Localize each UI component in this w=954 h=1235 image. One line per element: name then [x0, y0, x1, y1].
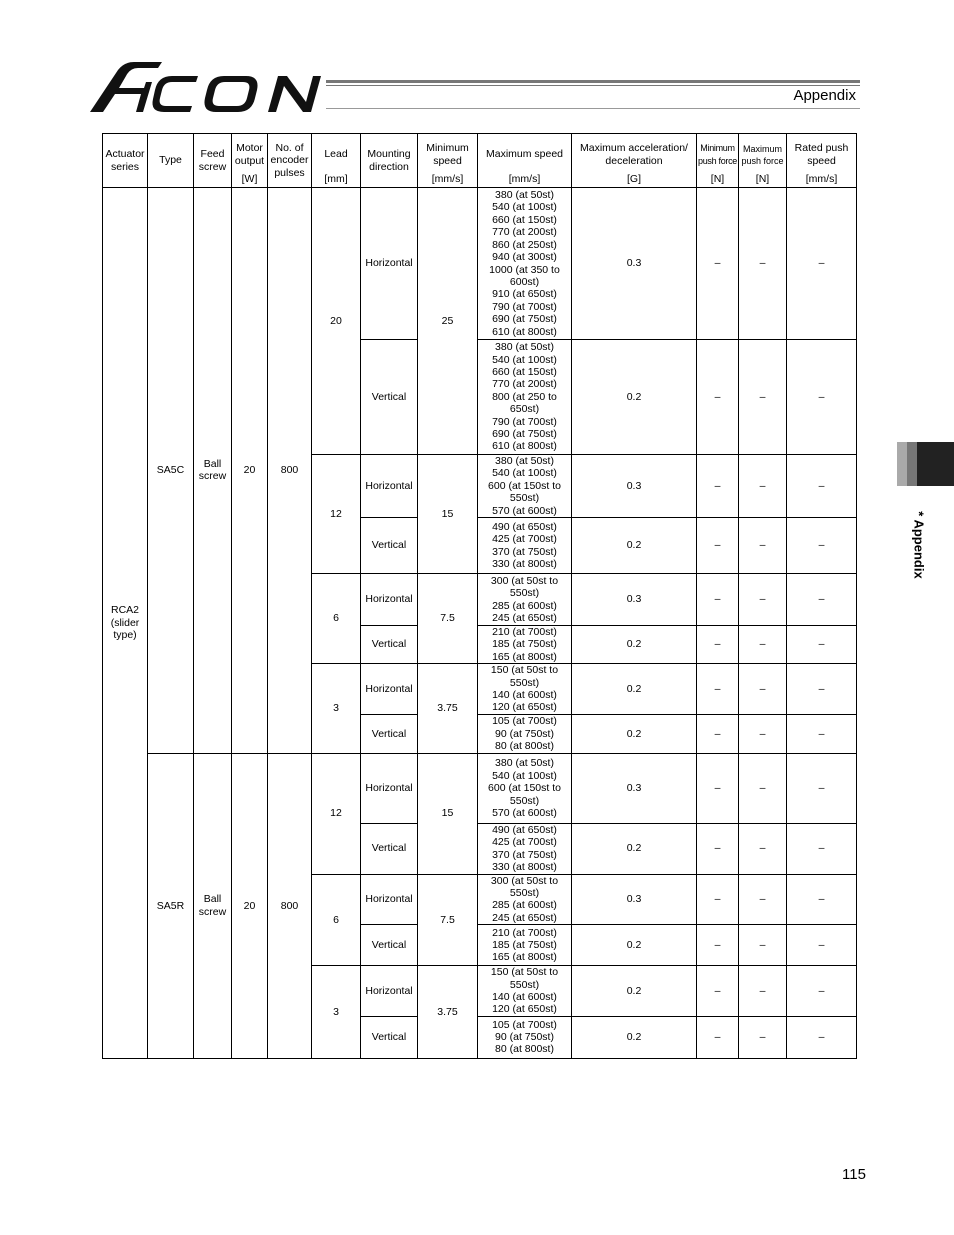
cell-min-push-force: – [697, 518, 739, 574]
cell-maximum-speed [478, 874, 572, 925]
cell-mounting-direction: Vertical [361, 823, 418, 874]
cell-max-acceleration: 0.3 [572, 753, 697, 823]
speed-line: 380 (at 50st) [495, 455, 554, 467]
cell-maximum-speed [478, 340, 572, 455]
cell-maximum-speed [478, 714, 572, 753]
cell-rated-push-speed: – [787, 626, 857, 664]
cell-min-push-force: – [697, 455, 739, 518]
side-tab-label: * Appendix [911, 511, 927, 579]
speed-line: 90 (at 750st) [495, 727, 554, 740]
speed-line: 370 (at 750st) [492, 848, 557, 861]
cell-min-push-force: – [697, 966, 739, 1017]
speed-line: 540 (at 100st) [492, 769, 557, 782]
cell-rated-push-speed: – [787, 874, 857, 925]
speed-line: 210 (at 700st) [492, 626, 557, 639]
cell-max-push-force: – [739, 714, 787, 753]
speed-line: 800 (at 250 to [492, 390, 557, 403]
cell-maximum-speed [478, 518, 572, 574]
header-rule [326, 85, 860, 86]
cell-max-push-force: – [739, 1016, 787, 1058]
speed-line: 490 (at 650st) [492, 823, 557, 836]
speed-line: 380 (at 50st) [495, 189, 554, 202]
cell-rated-push-speed: – [787, 823, 857, 874]
cell-max-acceleration: 0.2 [572, 664, 697, 715]
cell-min-push-force: – [697, 925, 739, 966]
speed-line: 770 (at 200st) [492, 378, 557, 391]
cell-mounting-direction: Horizontal [361, 574, 418, 626]
speed-line: 770 (at 200st) [492, 226, 557, 239]
cell-max-acceleration: 0.2 [572, 823, 697, 874]
header-motor-output: Motor output [W] [232, 134, 268, 188]
cell-max-acceleration: 0.3 [572, 188, 697, 340]
speed-line: 550st) [509, 676, 540, 689]
cell-max-acceleration: 0.2 [572, 340, 697, 455]
speed-line: 570 (at 600st) [492, 806, 557, 819]
cell-mounting-direction: Horizontal [361, 664, 418, 715]
cell-max-push-force: – [739, 455, 787, 518]
cell-maximum-speed [478, 1016, 572, 1058]
cell-rated-push-speed: – [787, 1016, 857, 1058]
speed-line: 90 (at 750st) [495, 1031, 554, 1044]
cell-actuator-series: RCA2 (slider type) [103, 188, 148, 1059]
speed-line: 330 (at 800st) [492, 861, 557, 874]
cell-max-push-force: – [739, 664, 787, 715]
cell-lead: 12 [312, 753, 361, 874]
speed-line: 550st) [509, 886, 540, 899]
cell-mounting-direction: Horizontal [361, 455, 418, 518]
cell-min-push-force: – [697, 1016, 739, 1058]
cell-mounting-direction: Vertical [361, 714, 418, 753]
cell-minimum-speed: 3.75 [418, 966, 478, 1059]
cell-minimum-speed: 3.75 [418, 664, 478, 754]
cell-max-acceleration: 0.2 [572, 714, 697, 753]
speed-line: 285 (at 600st) [492, 599, 557, 612]
cell-lead: 6 [312, 574, 361, 664]
cell-mounting-direction: Horizontal [361, 966, 418, 1017]
header-rule [326, 80, 860, 83]
table-header-row [103, 134, 857, 188]
cell-minimum-speed: 25 [418, 188, 478, 455]
speed-line: 80 (at 800st) [495, 1043, 554, 1056]
header-rated-push-speed: Rated push speed [mm/s] [787, 134, 857, 188]
speed-line: 210 (at 700st) [492, 926, 557, 939]
header-rule [326, 108, 860, 109]
cell-lead: 20 [312, 188, 361, 455]
speed-line: 105 (at 700st) [492, 1018, 557, 1031]
cell-mounting-direction: Horizontal [361, 188, 418, 340]
speed-line: 940 (at 300st) [492, 251, 557, 264]
cell-maximum-speed [478, 626, 572, 664]
cell-max-push-force: – [739, 874, 787, 925]
speed-line: 540 (at 100st) [492, 467, 557, 480]
speed-line: 650st) [509, 403, 540, 416]
cell-max-push-force: – [739, 518, 787, 574]
speed-line: 140 (at 600st) [492, 689, 557, 702]
table-row [103, 753, 857, 823]
cell-min-push-force: – [697, 823, 739, 874]
speed-line: 1000 (at 350 to [489, 263, 560, 276]
speed-line: 610 (at 800st) [492, 440, 557, 453]
cell-feed-screw: Ball screw [194, 188, 232, 754]
speed-line: 150 (at 50st to [490, 664, 559, 677]
cell-rated-push-speed: – [787, 925, 857, 966]
speed-line: 540 (at 100st) [492, 201, 557, 214]
speed-line: 610 (at 800st) [492, 325, 557, 338]
header-max-acceleration: Maximum acceleration/ deceleration [G] [572, 134, 697, 188]
cell-type: SA5C [148, 188, 194, 754]
speed-line: 185 (at 750st) [492, 638, 557, 651]
speed-line: 600 (at 150st to [488, 479, 561, 492]
speed-line: 245 (at 650st) [492, 911, 557, 924]
cell-mounting-direction: Vertical [361, 340, 418, 455]
cell-min-push-force: – [697, 574, 739, 626]
speed-line: 425 (at 700st) [492, 836, 557, 849]
cell-mounting-direction: Vertical [361, 925, 418, 966]
speed-line: 245 (at 650st) [492, 611, 557, 624]
header-actuator-series: Actuator series [103, 134, 148, 188]
header-max-push-force: Maximum push force [N] [739, 134, 787, 188]
cell-maximum-speed [478, 753, 572, 823]
speed-line: 380 (at 50st) [495, 757, 554, 770]
cell-maximum-speed [478, 188, 572, 340]
cell-rated-push-speed: – [787, 188, 857, 340]
cell-maximum-speed [478, 925, 572, 966]
cell-max-acceleration: 0.2 [572, 1016, 697, 1058]
speed-line: 910 (at 650st) [492, 288, 557, 301]
header-maximum-speed: Maximum speed [mm/s] [478, 134, 572, 188]
cell-minimum-speed: 7.5 [418, 874, 478, 966]
speed-line: 150 (at 50st to [490, 966, 559, 979]
acon-logo [88, 62, 324, 114]
speed-line: 140 (at 600st) [492, 990, 557, 1003]
speed-line: 370 (at 750st) [492, 545, 557, 558]
header-minimum-speed: Minimum speed [mm/s] [418, 134, 478, 188]
speed-line: 330 (at 800st) [492, 557, 557, 570]
cell-max-push-force: – [739, 753, 787, 823]
speed-line: 660 (at 150st) [492, 213, 557, 226]
header-feed-screw: Feed screw [194, 134, 232, 188]
cell-max-push-force: – [739, 340, 787, 455]
cell-minimum-speed: 15 [418, 455, 478, 574]
cell-maximum-speed [478, 664, 572, 715]
speed-line: 105 (at 700st) [492, 715, 557, 728]
table-row [103, 188, 857, 340]
cell-max-push-force: – [739, 574, 787, 626]
specification-table [102, 133, 857, 1059]
cell-max-acceleration: 0.2 [572, 966, 697, 1017]
speed-line: 540 (at 100st) [492, 353, 557, 366]
speed-line: 300 (at 50st to [490, 874, 559, 887]
cell-type: SA5R [148, 753, 194, 1058]
speed-line: 490 (at 650st) [492, 520, 557, 533]
cell-max-acceleration: 0.3 [572, 874, 697, 925]
cell-feed-screw: Ball screw [194, 753, 232, 1058]
cell-mounting-direction: Horizontal [361, 753, 418, 823]
cell-min-push-force: – [697, 753, 739, 823]
header-mounting-direction: Mounting direction [361, 134, 418, 188]
speed-line: 550st) [509, 794, 540, 807]
cell-lead: 3 [312, 664, 361, 754]
cell-lead: 3 [312, 966, 361, 1059]
speed-line: 600st) [509, 275, 540, 288]
cell-max-acceleration: 0.2 [572, 925, 697, 966]
speed-line: 690 (at 750st) [492, 428, 557, 441]
speed-line: 790 (at 700st) [492, 415, 557, 428]
speed-line: 570 (at 600st) [492, 504, 557, 517]
cell-motor-output: 20 [232, 188, 268, 754]
cell-minimum-speed: 15 [418, 753, 478, 874]
cell-lead: 12 [312, 455, 361, 574]
side-tab-marker [897, 442, 954, 486]
speed-line: 860 (at 250st) [492, 238, 557, 251]
cell-max-push-force: – [739, 925, 787, 966]
cell-rated-push-speed: – [787, 574, 857, 626]
speed-line: 80 (at 800st) [495, 740, 554, 753]
speed-line: 550st) [509, 492, 540, 505]
speed-line: 165 (at 800st) [492, 650, 557, 663]
cell-max-acceleration: 0.3 [572, 574, 697, 626]
speed-line: 550st) [509, 587, 540, 600]
cell-max-push-force: – [739, 823, 787, 874]
speed-line: 185 (at 750st) [492, 938, 557, 951]
header-encoder-pulses: No. of encoder pulses [268, 134, 312, 188]
cell-rated-push-speed: – [787, 518, 857, 574]
cell-rated-push-speed: – [787, 966, 857, 1017]
speed-line: 790 (at 700st) [492, 300, 557, 313]
speed-line: 690 (at 750st) [492, 313, 557, 326]
cell-min-push-force: – [697, 874, 739, 925]
cell-lead: 6 [312, 874, 361, 966]
cell-rated-push-speed: – [787, 753, 857, 823]
cell-rated-push-speed: – [787, 455, 857, 518]
cell-rated-push-speed: – [787, 340, 857, 455]
cell-mounting-direction: Vertical [361, 626, 418, 664]
speed-line: 380 (at 50st) [495, 341, 554, 354]
header-min-push-force: Minimum push force [N] [697, 134, 739, 188]
cell-min-push-force: – [697, 188, 739, 340]
speed-line: 660 (at 150st) [492, 365, 557, 378]
cell-min-push-force: – [697, 626, 739, 664]
cell-max-push-force: – [739, 966, 787, 1017]
cell-max-acceleration: 0.2 [572, 518, 697, 574]
cell-maximum-speed [478, 966, 572, 1017]
cell-rated-push-speed: – [787, 664, 857, 715]
cell-min-push-force: – [697, 664, 739, 715]
section-title: Appendix [793, 87, 856, 104]
header-lead: Lead [mm] [312, 134, 361, 188]
cell-rated-push-speed: – [787, 714, 857, 753]
speed-line: 285 (at 600st) [492, 899, 557, 912]
cell-mounting-direction: Horizontal [361, 874, 418, 925]
speed-line: 550st) [509, 978, 540, 991]
cell-minimum-speed: 7.5 [418, 574, 478, 664]
cell-motor-output: 20 [232, 753, 268, 1058]
cell-mounting-direction: Vertical [361, 1016, 418, 1058]
speed-line: 425 (at 700st) [492, 533, 557, 546]
cell-encoder-pulses: 800 [268, 188, 312, 754]
cell-maximum-speed [478, 455, 572, 518]
header-type: Type [148, 134, 194, 188]
speed-line: 600 (at 150st to [488, 782, 561, 795]
speed-line: 120 (at 650st) [492, 701, 557, 714]
cell-maximum-speed [478, 574, 572, 626]
cell-max-acceleration: 0.3 [572, 455, 697, 518]
cell-min-push-force: – [697, 340, 739, 455]
cell-max-push-force: – [739, 626, 787, 664]
speed-line: 165 (at 800st) [492, 951, 557, 964]
speed-line: 120 (at 650st) [492, 1003, 557, 1016]
cell-max-acceleration: 0.2 [572, 626, 697, 664]
cell-maximum-speed [478, 823, 572, 874]
cell-mounting-direction: Vertical [361, 518, 418, 574]
page-number: 115 [842, 1166, 866, 1183]
cell-min-push-force: – [697, 714, 739, 753]
cell-max-push-force: – [739, 188, 787, 340]
cell-encoder-pulses: 800 [268, 753, 312, 1058]
speed-line: 300 (at 50st to [490, 574, 559, 587]
